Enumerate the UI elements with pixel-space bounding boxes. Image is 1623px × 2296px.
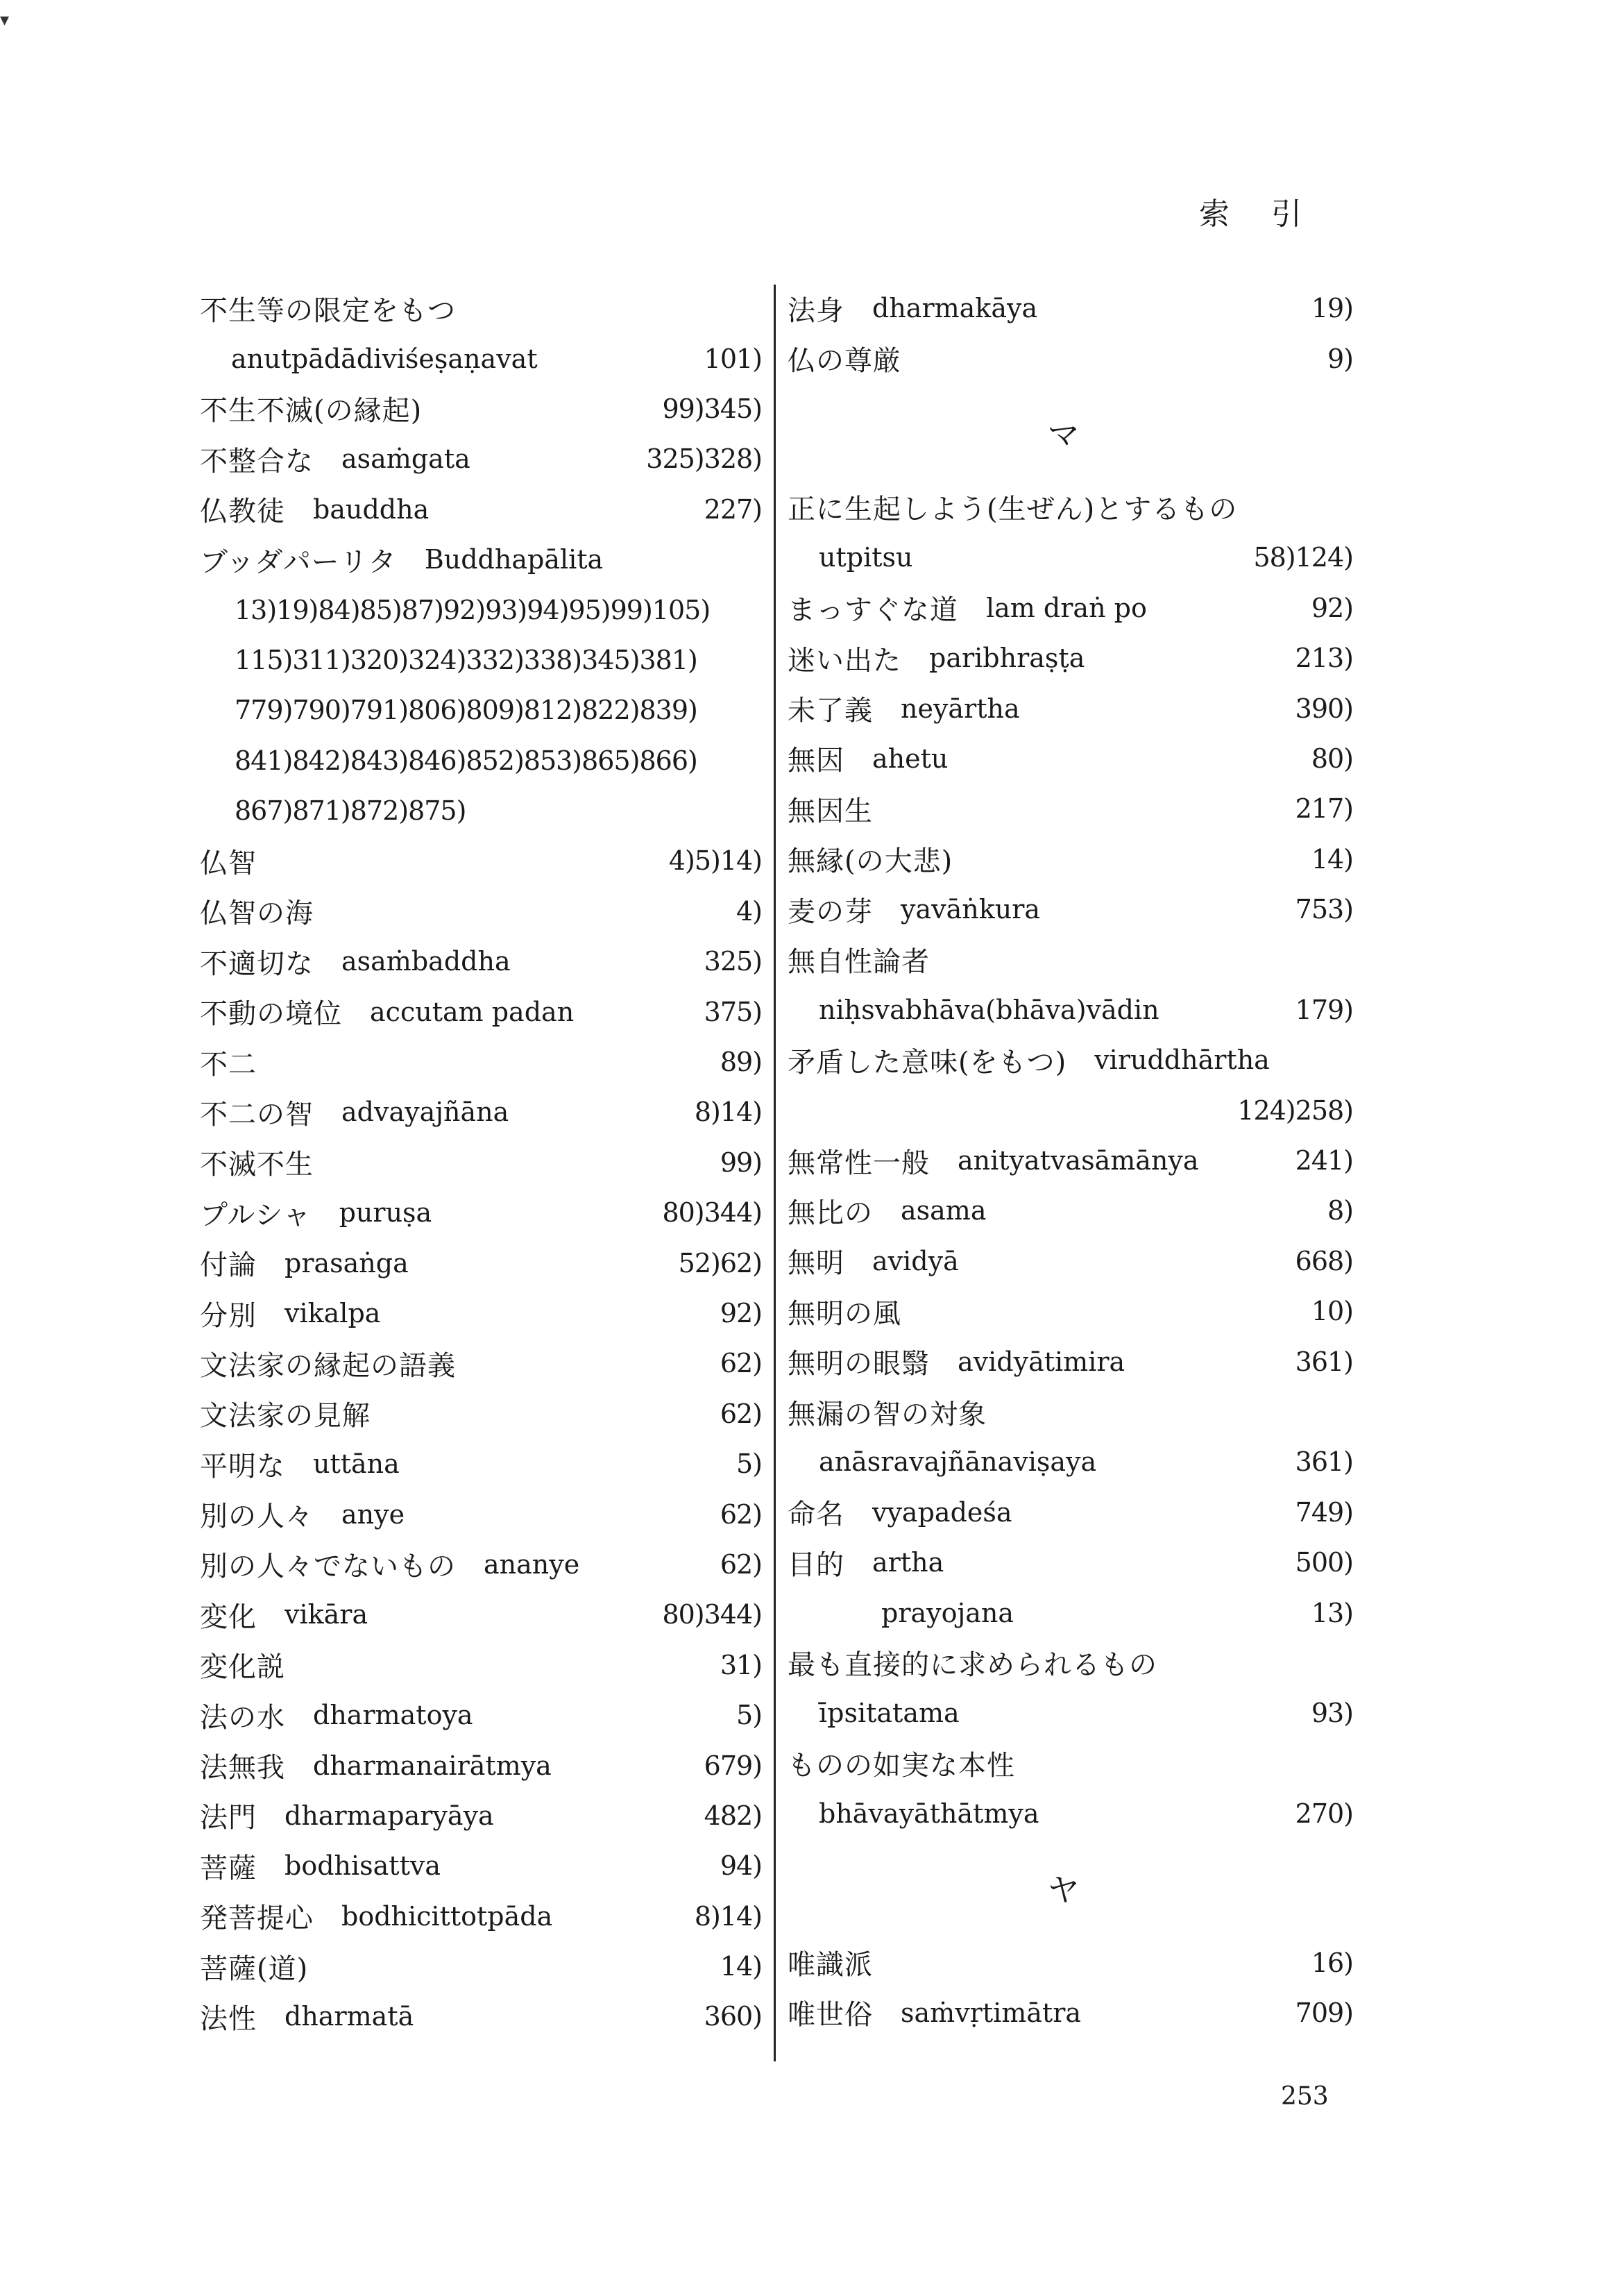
entry-pages: 93) bbox=[1311, 1698, 1353, 1729]
entry-term: 唯世俗 bbox=[788, 1999, 873, 2032]
entry-sanskrit: vyapadeśa bbox=[872, 1496, 1012, 1528]
index-entry bbox=[788, 1085, 1353, 1135]
entry-sanskrit: dharmatoya bbox=[313, 1700, 473, 1731]
index-entry bbox=[200, 434, 762, 484]
entry-sanskrit: anye bbox=[341, 1499, 405, 1530]
entry-term: 無明 bbox=[788, 1247, 844, 1280]
entry-pages: 99)345) bbox=[662, 393, 762, 424]
entry-sanskrit: prasaṅga bbox=[284, 1247, 409, 1278]
entry-sanskrit: avidyā bbox=[872, 1245, 959, 1276]
entry-sanskrit: uttāna bbox=[313, 1449, 400, 1480]
entry-sanskrit: asaṁbaddha bbox=[341, 946, 511, 977]
entry-term: 無因生 bbox=[788, 795, 873, 827]
entry-sanskrit: vikalpa bbox=[284, 1298, 381, 1328]
entry-sanskrit: bhāvayāthātmya bbox=[819, 1798, 1039, 1830]
entry-pages: 375) bbox=[704, 996, 762, 1027]
index-entry bbox=[200, 534, 762, 584]
entry-term: 未了義 bbox=[788, 695, 873, 727]
index-entry bbox=[788, 734, 1353, 784]
index-column-right bbox=[788, 283, 1353, 2057]
entry-pages: 325) bbox=[704, 946, 762, 977]
entry-pages: 390) bbox=[1295, 693, 1353, 724]
entry-pages: 360) bbox=[704, 2001, 762, 2032]
entry-sanskrit: asama bbox=[901, 1195, 987, 1226]
entry-term: 命名 bbox=[788, 1499, 844, 1531]
entry-pages-continued: 779)790)791)806)809)812)822)839) bbox=[235, 695, 697, 726]
entry-pages: 709) bbox=[1295, 1997, 1353, 2028]
index-entry bbox=[788, 985, 1353, 1035]
entry-pages: 80)344) bbox=[662, 1599, 762, 1630]
entry-term: 不滅不生 bbox=[200, 1149, 314, 1181]
section-heading-kana: マ bbox=[1047, 416, 1080, 454]
entry-sanskrit: saṁvṛtimātra bbox=[901, 1997, 1082, 2028]
entry-term: 麦の芽 bbox=[788, 895, 873, 928]
entry-term: ものの如実な本性 bbox=[788, 1750, 1015, 1782]
entry-pages: 58)124) bbox=[1253, 542, 1353, 573]
entry-pages: 179) bbox=[1295, 994, 1353, 1025]
index-entry bbox=[200, 283, 762, 333]
index-entry bbox=[200, 1539, 762, 1589]
entry-term: ブッダパーリタ bbox=[200, 546, 397, 578]
entry-term: 変化 bbox=[200, 1601, 257, 1633]
entry-pages: 101) bbox=[704, 343, 762, 374]
entry-pages: 5) bbox=[736, 1700, 762, 1731]
index-entry bbox=[788, 1638, 1353, 1688]
index-entry bbox=[200, 1288, 762, 1338]
index-entry bbox=[788, 1136, 1353, 1185]
entry-sanskrit: bodhicittotpāda bbox=[341, 1900, 553, 1932]
entry-pages: 668) bbox=[1295, 1245, 1353, 1276]
entry-pages: 14) bbox=[720, 1951, 762, 1982]
entry-term: 不二の智 bbox=[200, 1098, 314, 1131]
entry-sanskrit: vikāra bbox=[284, 1599, 368, 1630]
entry-sanskrit: avidyātimira bbox=[958, 1346, 1125, 1377]
entry-pages: 361) bbox=[1295, 1346, 1353, 1377]
entry-pages-continued: 867)871)872)875) bbox=[235, 795, 466, 827]
entry-term: 菩薩(道) bbox=[200, 1952, 309, 1985]
index-entry bbox=[200, 1087, 762, 1137]
index-entry bbox=[200, 1489, 762, 1539]
entry-term: 法の水 bbox=[200, 1701, 285, 1734]
index-entry bbox=[788, 1185, 1353, 1235]
entry-pages: 89) bbox=[720, 1047, 762, 1078]
entry-sanskrit: utpitsu bbox=[819, 542, 913, 573]
entry-term: 唯識派 bbox=[788, 1949, 873, 1982]
index-entry bbox=[788, 482, 1353, 532]
entry-term: まっすぐな道 bbox=[788, 594, 958, 627]
index-entry bbox=[788, 283, 1353, 333]
entry-term: 目的 bbox=[788, 1548, 844, 1581]
entry-pages: 92) bbox=[1311, 592, 1353, 623]
index-entry bbox=[200, 1991, 762, 2041]
index-entry bbox=[200, 1740, 762, 1790]
entry-pages: 94) bbox=[720, 1850, 762, 1882]
entry-term: 正に生起しよう(生ぜん)とするもの bbox=[788, 493, 1238, 526]
index-entry bbox=[788, 834, 1353, 884]
entry-term: 無比の bbox=[788, 1197, 873, 1229]
index-entry bbox=[200, 584, 762, 634]
entry-sanskrit: bodhisattva bbox=[284, 1850, 441, 1882]
entry-term: 菩薩 bbox=[200, 1852, 257, 1884]
index-column-left bbox=[200, 283, 762, 2057]
entry-term: 変化説 bbox=[200, 1651, 285, 1684]
entry-sanskrit: accutam padan bbox=[370, 996, 575, 1027]
index-entry bbox=[200, 786, 762, 836]
running-head: 索引 bbox=[1199, 196, 1343, 232]
entry-sanskrit: anityatvasāmānya bbox=[958, 1145, 1199, 1176]
entry-term: 法身 bbox=[788, 294, 844, 327]
entry-pages: 482) bbox=[704, 1800, 762, 1831]
entry-term: 分別 bbox=[200, 1299, 257, 1332]
index-entry bbox=[200, 1389, 762, 1439]
entry-sanskrit: dharmaparyāya bbox=[284, 1800, 494, 1831]
entry-sanskrit: dharmakāya bbox=[872, 293, 1038, 324]
index-entry bbox=[788, 1387, 1353, 1437]
entry-term: 不二 bbox=[200, 1048, 257, 1081]
index-entry bbox=[788, 1286, 1353, 1336]
entry-term: 無明の風 bbox=[788, 1297, 901, 1330]
entry-term: 不整合な bbox=[200, 445, 314, 478]
entry-term: プルシャ bbox=[200, 1199, 312, 1231]
corner-mark: ▾ bbox=[0, 10, 10, 31]
entry-pages: 52)62) bbox=[678, 1247, 762, 1278]
entry-term: 不適切な bbox=[200, 947, 314, 980]
index-entry bbox=[200, 1037, 762, 1087]
index-entry bbox=[788, 784, 1353, 834]
index-entry bbox=[788, 633, 1353, 683]
entry-sanskrit: anutpādādiviśeṣaṇavat bbox=[231, 343, 538, 374]
index-entry bbox=[788, 1739, 1353, 1789]
index-entry bbox=[200, 936, 762, 986]
entry-pages: 753) bbox=[1295, 894, 1353, 925]
entry-sanskrit: īpsitatama bbox=[819, 1698, 960, 1729]
index-entry bbox=[200, 986, 762, 1036]
entry-term: 仏教徒 bbox=[200, 496, 285, 528]
entry-term: 不動の境位 bbox=[200, 998, 342, 1031]
entry-term: 仏の尊厳 bbox=[788, 345, 901, 378]
index-entry bbox=[200, 886, 762, 936]
entry-term: 無自性論者 bbox=[788, 945, 930, 978]
index-entry bbox=[200, 1439, 762, 1489]
entry-sanskrit: dharmanairātmya bbox=[313, 1750, 552, 1781]
entry-sanskrit: viruddhārtha bbox=[1094, 1045, 1270, 1076]
index-entry bbox=[200, 1338, 762, 1388]
index-entry bbox=[200, 1941, 762, 1991]
entry-pages: 13) bbox=[1311, 1597, 1353, 1628]
entry-pages: 5) bbox=[736, 1449, 762, 1480]
entry-pages: 62) bbox=[720, 1548, 762, 1580]
entry-pages: 31) bbox=[720, 1649, 762, 1680]
entry-term: 無漏の智の対象 bbox=[788, 1398, 987, 1430]
entry-pages: 679) bbox=[704, 1750, 762, 1781]
entry-sanskrit: ananye bbox=[484, 1548, 580, 1580]
index-entry bbox=[200, 1891, 762, 1941]
index-entry bbox=[788, 1236, 1353, 1286]
entry-term: 付論 bbox=[200, 1249, 257, 1282]
index-entry bbox=[200, 1640, 762, 1690]
entry-sanskrit: neyārtha bbox=[901, 693, 1020, 724]
index-entry bbox=[788, 1487, 1353, 1537]
index-entry bbox=[200, 685, 762, 735]
entry-pages-continued: 841)842)843)846)852)853)865)866) bbox=[235, 745, 697, 776]
index-entry bbox=[788, 1789, 1353, 1839]
index-entry bbox=[200, 1791, 762, 1841]
entry-term: 法無我 bbox=[200, 1752, 285, 1784]
entry-pages: 99) bbox=[720, 1147, 762, 1178]
entry-pages: 8) bbox=[1327, 1195, 1353, 1226]
index-entry bbox=[200, 484, 762, 534]
entry-pages: 14) bbox=[1311, 843, 1353, 875]
entry-term: 文法家の縁起の語義 bbox=[200, 1349, 456, 1382]
entry-sanskrit: prayojana bbox=[881, 1597, 1014, 1628]
index-entry bbox=[788, 1035, 1353, 1085]
entry-sanskrit: lam draṅ po bbox=[986, 592, 1147, 623]
section-heading-kana: ヤ bbox=[1047, 1871, 1080, 1909]
entry-pages: 16) bbox=[1311, 1947, 1353, 1978]
index-entry bbox=[200, 1138, 762, 1188]
entry-term: 別の人々でないもの bbox=[200, 1551, 456, 1583]
entry-pages: 62) bbox=[720, 1348, 762, 1379]
index-entry bbox=[200, 1238, 762, 1288]
index-entry bbox=[788, 333, 1353, 383]
entry-pages: 217) bbox=[1295, 793, 1353, 825]
entry-pages-continued: 13)19)84)85)87)92)93)94)95)99)105) bbox=[235, 594, 711, 625]
index-entry bbox=[788, 1937, 1353, 1987]
entry-sanskrit: paribhraṣṭa bbox=[929, 643, 1085, 674]
entry-term: 発菩提心 bbox=[200, 1902, 314, 1935]
entry-sanskrit: asaṁgata bbox=[341, 444, 470, 475]
entry-pages: 8)14) bbox=[694, 1097, 762, 1128]
page-number: 253 bbox=[1281, 2082, 1329, 2111]
entry-sanskrit: dharmatā bbox=[284, 2001, 414, 2032]
index-entry bbox=[788, 1437, 1353, 1487]
index-entry bbox=[788, 583, 1353, 633]
entry-term: 仏智の海 bbox=[200, 897, 314, 930]
index-entry bbox=[788, 532, 1353, 582]
entry-pages: 749) bbox=[1295, 1496, 1353, 1528]
index-entry bbox=[788, 683, 1353, 733]
entry-sanskrit: advayajñāna bbox=[341, 1097, 509, 1128]
index-entry bbox=[788, 934, 1353, 984]
entry-pages: 241) bbox=[1295, 1145, 1353, 1176]
index-entry bbox=[788, 884, 1353, 934]
index-entry bbox=[200, 333, 762, 383]
entry-sanskrit: bauddha bbox=[313, 493, 430, 525]
entry-sanskrit: ahetu bbox=[872, 743, 949, 774]
entry-term: 無常性一般 bbox=[788, 1147, 930, 1179]
entry-term: 最も直接的に求められるもの bbox=[788, 1649, 1157, 1682]
entry-pages: 19) bbox=[1311, 293, 1353, 324]
entry-sanskrit: niḥsvabhāva(bhāva)vādin bbox=[819, 994, 1159, 1025]
index-entry bbox=[788, 1688, 1353, 1738]
entry-pages: 80)344) bbox=[662, 1197, 762, 1229]
entry-term: 平明な bbox=[200, 1450, 285, 1483]
index-entry bbox=[200, 736, 762, 786]
index-entry bbox=[200, 836, 762, 886]
entry-sanskrit: puruṣa bbox=[339, 1197, 432, 1229]
entry-term: 仏智 bbox=[200, 847, 257, 879]
index-entry bbox=[788, 1336, 1353, 1386]
index-entry bbox=[200, 635, 762, 685]
entry-pages: 62) bbox=[720, 1398, 762, 1429]
entry-pages: 270) bbox=[1295, 1798, 1353, 1830]
entry-pages: 4) bbox=[736, 895, 762, 927]
entry-term: 迷い出た bbox=[788, 644, 901, 677]
entry-term: 文法家の見解 bbox=[200, 1400, 371, 1433]
entry-term: 不生等の限定をもつ bbox=[200, 294, 456, 327]
entry-term: 無因 bbox=[788, 745, 844, 777]
index-entry bbox=[200, 384, 762, 434]
entry-pages: 8)14) bbox=[694, 1900, 762, 1932]
entry-term: 法性 bbox=[200, 2002, 257, 2035]
entry-pages: 62) bbox=[720, 1499, 762, 1530]
entry-pages: 10) bbox=[1311, 1296, 1353, 1327]
entry-term: 不生不滅(の縁起) bbox=[200, 395, 423, 428]
entry-sanskrit: anāsravajñānaviṣaya bbox=[819, 1446, 1097, 1478]
entry-sanskrit: Buddhapālita bbox=[424, 544, 604, 575]
entry-term: 無明の眼翳 bbox=[788, 1348, 930, 1381]
entry-term: 法門 bbox=[200, 1802, 257, 1834]
column-divider bbox=[774, 285, 776, 2061]
entry-pages: 213) bbox=[1295, 643, 1353, 674]
entry-sanskrit: yavāṅkura bbox=[901, 894, 1041, 925]
entry-pages: 9) bbox=[1327, 343, 1353, 374]
entry-pages: 227) bbox=[704, 493, 762, 525]
entry-pages-continued: 115)311)320)324)332)338)345)381) bbox=[235, 644, 697, 675]
index-entry bbox=[788, 1537, 1353, 1587]
entry-pages: 325)328) bbox=[646, 444, 762, 475]
entry-sanskrit: artha bbox=[872, 1547, 944, 1578]
entry-pages: 80) bbox=[1311, 743, 1353, 774]
index-entry bbox=[200, 1188, 762, 1238]
entry-term: 別の人々 bbox=[200, 1501, 314, 1533]
index-entry bbox=[788, 1587, 1353, 1637]
entry-term: 矛盾した意味(をもつ) bbox=[788, 1046, 1067, 1079]
index-entry bbox=[200, 1589, 762, 1639]
entry-pages: 92) bbox=[720, 1298, 762, 1328]
entry-pages: 500) bbox=[1295, 1547, 1353, 1578]
entry-term: 無縁(の大悲) bbox=[788, 845, 953, 878]
entry-pages: 361) bbox=[1295, 1446, 1353, 1478]
entry-pages: 4)5)14) bbox=[668, 845, 762, 877]
index-entry bbox=[200, 1841, 762, 1891]
index-entry bbox=[200, 1690, 762, 1740]
entry-pages: 124)258) bbox=[1237, 1095, 1353, 1126]
index-entry bbox=[788, 1988, 1353, 2038]
